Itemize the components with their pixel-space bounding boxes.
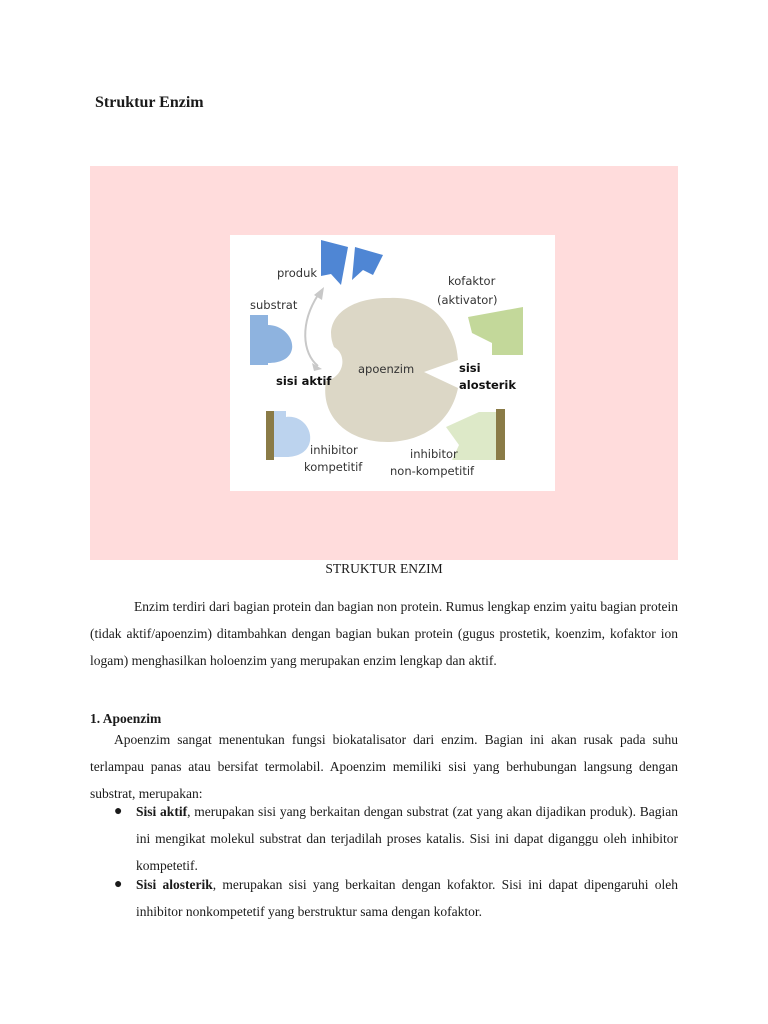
figure-container [90, 166, 678, 560]
diagram-svg [230, 235, 555, 491]
label-inhibitor-kompetitif-1: inhibitor [310, 443, 358, 457]
kofaktor-shape [468, 307, 523, 355]
label-inhibitor-kompetitif-2: kompetitif [304, 460, 363, 474]
inhibitor-kompetitif-shape [274, 411, 310, 457]
produk-piece-right [352, 247, 383, 280]
reaction-arrow [305, 295, 318, 366]
bullet-item-sisi-alosterik [114, 871, 678, 925]
apoenzim-paragraph: Apoenzim sangat menentukan fungsi biokatalisator dari enzim. Bagian ini akan rusak pada suhu terlampau panas atau bersifat termolabil. Apoenzim memiliki sisi yang berhubungan langsung dengan substrat, merupakan: [90, 732, 678, 801]
label-substrat: substrat [250, 298, 298, 312]
bullet-term: Sisi alosterik [136, 877, 213, 892]
page-title: Struktur Enzim [95, 94, 204, 111]
bullet-icon: ● [114, 877, 123, 892]
label-inhibitor-nonkompetitif-2: non-kompetitif [390, 464, 475, 478]
label-aktivator: (aktivator) [437, 293, 498, 307]
figure-caption: STRUKTUR ENZIM [325, 561, 443, 576]
substrat-shape [250, 315, 292, 365]
label-sisi: sisi [459, 361, 481, 375]
bullet-item-sisi-aktif [114, 798, 678, 879]
enzyme-structure-diagram [230, 235, 555, 491]
intro-paragraph: Enzim terdiri dari bagian protein dan bagian non protein. Rumus lengkap enzim yaitu bagian protein (tidak aktif/apoenzim) ditambahkan dengan bagian bukan protein (gugus prostetik, koenzim, kofaktor ion logam) menghasilkan holoenzim yang merupakan enzim lengkap dan aktif. [90, 599, 678, 668]
label-alosterik: alosterik [459, 378, 517, 392]
bullet-term: Sisi aktif [136, 804, 188, 819]
inhibitor-nonkompetitif-bar [496, 409, 505, 460]
bullet-text: , merupakan sisi yang berkaitan dengan kofaktor. Sisi ini dapat dipengaruhi oleh inhibitor nonkompetetif yang berstruktur sama dengan kofaktor. [136, 877, 678, 919]
label-sisi-aktif: sisi aktif [276, 374, 332, 388]
section-heading-apoenzim: 1. Apoenzim [90, 711, 162, 726]
produk-piece-left [321, 240, 348, 285]
label-apoenzim: apoenzim [358, 362, 415, 376]
label-kofaktor: kofaktor [448, 274, 496, 288]
bullet-icon: ● [114, 804, 123, 819]
label-inhibitor-nonkompetitif-1: inhibitor [410, 447, 458, 461]
inhibitor-kompetitif-bar [266, 411, 274, 460]
bullet-text: , merupakan sisi yang berkaitan dengan substrat (zat yang akan dijadikan produk). Bagian ini mengikat molekul substrat dan terjadilah proses katalis. Sisi ini dapat diganggu oleh inhibitor kompetetif. [136, 804, 678, 873]
label-produk: produk [277, 266, 318, 280]
